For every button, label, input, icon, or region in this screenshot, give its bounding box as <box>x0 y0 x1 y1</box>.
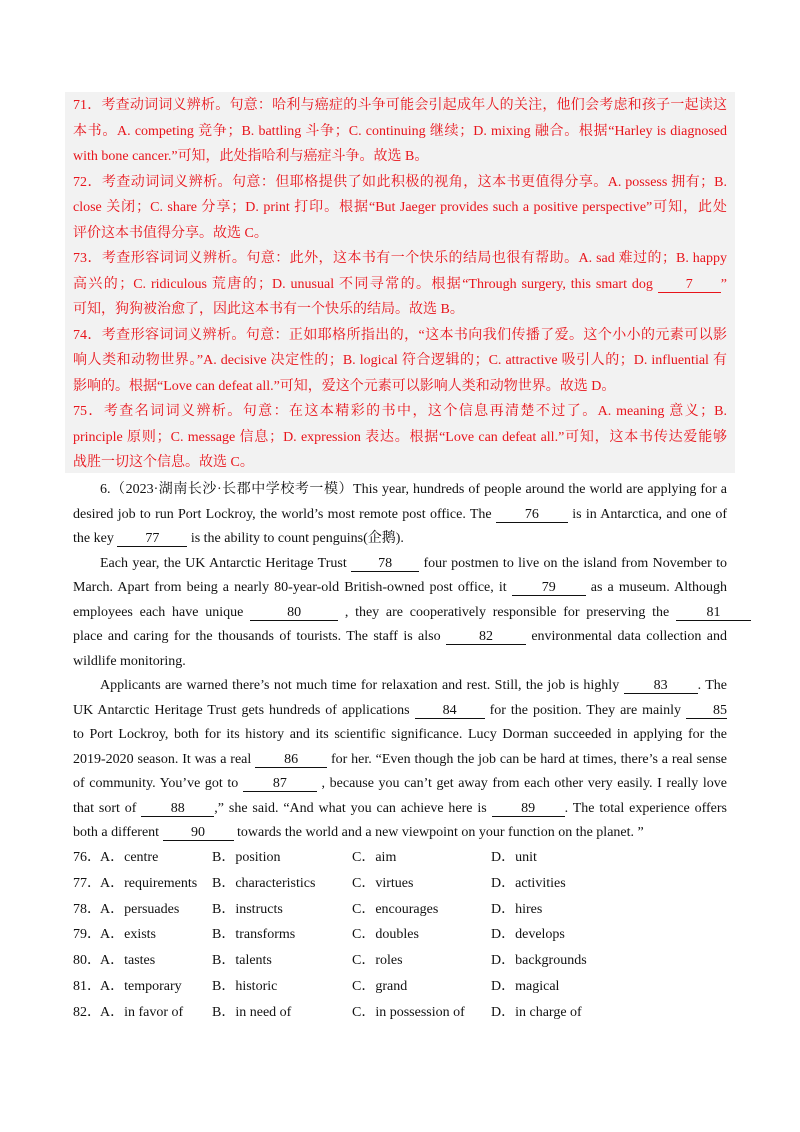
passage-line <box>73 748 727 773</box>
option-b: B．characteristics <box>212 875 316 891</box>
passage-line <box>73 527 727 552</box>
blank-79: 79 <box>512 580 586 596</box>
passage-line <box>73 674 727 699</box>
passage-text: UK Antarctic Heritage Trust gets hundreds of applications <box>73 702 415 718</box>
option-d: D．backgrounds <box>491 953 587 969</box>
option-c: C．doubles <box>352 927 419 943</box>
blank-76: 76 <box>496 507 568 523</box>
option-c: C．grand <box>352 978 408 994</box>
option-c: C．encourages <box>352 901 439 917</box>
analysis-line: 影响的。根据“Love can defeat all.”可知，爱这个元素可以影响人类和动物世界。故选 D。 <box>73 378 616 394</box>
answer-options <box>73 845 733 1026</box>
analysis-line: 72．考查动词词义辨析。句意：但耶格提供了如此积极的视角，这本书更值得分享。A. possess 拥有；B. <box>73 174 727 190</box>
question-number: 80． <box>73 953 101 969</box>
option-b: B．in need of <box>212 1004 292 1020</box>
option-d: D．unit <box>491 850 537 865</box>
passage-line <box>73 723 727 748</box>
passage-text: place and caring for the thousands of tourists. The staff is also <box>73 629 446 644</box>
analysis-line: 71．考查动词词义辨析。句意：哈利与癌症的斗争可能会引起成年人的关注，他们会考虑和孩子一起读这 <box>73 98 727 113</box>
passage-text: Applicants are warned there’s not much time for relaxation and rest. Still, the job is highly <box>100 678 624 693</box>
passage-line <box>73 650 727 675</box>
passage-text: that sort of <box>73 800 142 816</box>
passage-text: desired job to run Port Lockroy, the world’s most remote post office. The <box>73 506 496 522</box>
passage-text: 2019-2020 season. It was a real <box>73 751 256 767</box>
cloze-passage <box>73 478 727 846</box>
passage-line <box>73 772 727 797</box>
option-row <box>73 1000 733 1026</box>
passage-line <box>73 699 727 724</box>
blank-78: 78 <box>351 556 419 572</box>
passage-text: for the position. They are mainly <box>484 702 687 718</box>
passage-line <box>73 821 727 846</box>
passage-line <box>73 552 727 577</box>
option-d: D．develops <box>491 927 565 943</box>
analysis-line: 响人类和动物世界。”A. decisive 决定性的；B. logical 符合逻辑的；C. attractive 吸引人的；D. influential 有 <box>73 353 727 368</box>
question-number: 79． <box>73 927 101 943</box>
option-a: A．in favor of <box>100 1004 184 1020</box>
question-number: 76． <box>73 850 101 865</box>
passage-text: employees each have unique <box>73 604 251 620</box>
option-b: B．historic <box>212 978 278 994</box>
option-row <box>73 845 733 871</box>
blank-90: 90 <box>163 825 234 841</box>
analysis-line: close 关闭；C. share 分享；D. print 打印。根据“But Jaeger provides such a positive perspective”可知，此处 <box>73 200 727 215</box>
passage-text: March. Apart from being a nearly 80-year-old British-owned post office, it <box>73 580 512 595</box>
option-c: C．in possession of <box>352 1004 465 1020</box>
option-a: A．tastes <box>100 953 156 969</box>
analysis-line: 战胜一切这个信息。故选 C。 <box>73 455 254 470</box>
analysis-line: principle 原则；C. message 信息；D. expression 表达。根据“Love can defeat all.”可知，这本书传达爱能够 <box>73 429 727 445</box>
blank-82: 82 <box>446 629 526 645</box>
passage-text: to Port Lockroy, both for its history and its scientific significance. Lucy Dorman succeeded in applying for the <box>73 727 727 742</box>
passage-text: is the ability to count penguins(企鹅). <box>187 531 404 546</box>
blank-89: 89 <box>492 801 565 817</box>
option-row <box>73 871 733 897</box>
option-a: A．exists <box>100 927 156 943</box>
passage-text: . The <box>697 678 727 693</box>
analysis-text: ” <box>720 276 727 292</box>
option-c: C．roles <box>352 953 403 969</box>
answer-analysis <box>73 93 727 476</box>
blank-88: 88 <box>141 801 214 817</box>
blank-81: 81 <box>676 605 751 621</box>
blank-85: 85 <box>686 703 727 719</box>
analysis-line: 73．考查形容词词义辨析。句意：此外，这本书有一个快乐的结局也很有帮助。A. sad 难过的；B. happy <box>73 251 727 266</box>
passage-text: . The total experience offers <box>564 800 727 816</box>
passage-text: ,” she said. “And what you can achieve here is <box>214 800 492 816</box>
passage-text: as a museum. Although <box>585 580 727 595</box>
analysis-line <box>73 272 727 298</box>
passage-line <box>73 797 727 822</box>
option-a: A．temporary <box>100 978 182 994</box>
analysis-line: with bone cancer.”可知，此处指哈利与癌症斗争。故选 B。 <box>73 149 429 164</box>
analysis-line: 评价这本书值得分享。故选 C。 <box>73 225 268 241</box>
blank-84: 84 <box>415 703 485 719</box>
blank-87: 87 <box>243 776 317 792</box>
question-number: 82． <box>73 1004 101 1020</box>
option-row <box>73 974 733 1000</box>
passage-line <box>73 601 751 626</box>
option-row <box>73 897 733 923</box>
option-b: B．transforms <box>212 927 296 943</box>
passage-text: the key <box>73 531 118 546</box>
option-b: B．position <box>212 850 281 865</box>
passage-text: towards the world and a new viewpoint on your function on the planet. ” <box>233 825 644 840</box>
blank-83: 83 <box>624 678 698 694</box>
passage-line <box>73 478 727 503</box>
option-b: B．talents <box>212 953 272 969</box>
option-d: D．activities <box>491 875 566 891</box>
passage-text: both a different <box>73 825 163 840</box>
option-d: D．hires <box>491 901 543 917</box>
question-number: 81． <box>73 978 101 994</box>
passage-text: is in Antarctica, and one of <box>567 506 727 522</box>
passage-line <box>73 625 727 650</box>
option-d: D．in charge of <box>491 1004 582 1020</box>
option-c: C．virtues <box>352 875 414 891</box>
blank-80: 80 <box>250 605 338 621</box>
question-number: 78． <box>73 901 101 917</box>
passage-text: 6.（2023·湖南长沙·长郡中学校考一模）This year, hundreds of people around the world are applying for a <box>100 482 727 497</box>
option-a: A．persuades <box>100 901 180 917</box>
analysis-line: 75．考查名词词义辨析。句意：在这本精彩的书中，这个信息再清楚不过了。A. meaning 意义；B. <box>73 404 727 419</box>
question-number: 77． <box>73 875 101 891</box>
passage-line <box>73 503 727 528</box>
passage-text: environmental data collection and <box>525 629 728 644</box>
passage-text: , because you can’t get away from each other very easily. I really love <box>316 776 727 791</box>
analysis-line: 可知，狗狗被治愈了，因此这本书有一个快乐的结局。故选 B。 <box>73 302 464 317</box>
option-row <box>73 948 733 974</box>
passage-text: , they are cooperatively responsible for preserving the <box>338 604 676 620</box>
option-a: A．requirements <box>100 875 198 891</box>
blank-7: 7 <box>658 277 721 293</box>
passage-text: of community. You’ve got to <box>73 776 243 791</box>
option-c: C．aim <box>352 850 397 865</box>
analysis-text: 高兴的；C. ridiculous 荒唐的；D. unusual 不同寻常的。根据“Through surgery, this smart dog <box>73 276 658 292</box>
passage-line <box>73 576 727 601</box>
option-row <box>73 922 733 948</box>
passage-text: Each year, the UK Antarctic Heritage Trust <box>100 555 352 571</box>
passage-text: wildlife monitoring. <box>73 653 186 669</box>
passage-text: four postmen to live on the island from November to <box>419 555 727 571</box>
analysis-line: 本书。A. competing 竞争；B. battling 斗争；C. continuing 继续；D. mixing 融合。根据“Harley is diagnosed <box>73 123 727 139</box>
option-d: D．magical <box>491 978 560 994</box>
option-a: A．centre <box>100 850 159 865</box>
passage-text: for her. “Even though the job can be hard at times, there’s a real sense <box>327 751 727 767</box>
blank-77: 77 <box>117 531 187 547</box>
analysis-line: 74．考查形容词词义辨析。句意：正如耶格所指出的，“这本书向我们传播了爱。这个小小的元素可以影 <box>73 327 727 343</box>
blank-86: 86 <box>255 752 327 768</box>
option-b: B．instructs <box>212 901 283 917</box>
